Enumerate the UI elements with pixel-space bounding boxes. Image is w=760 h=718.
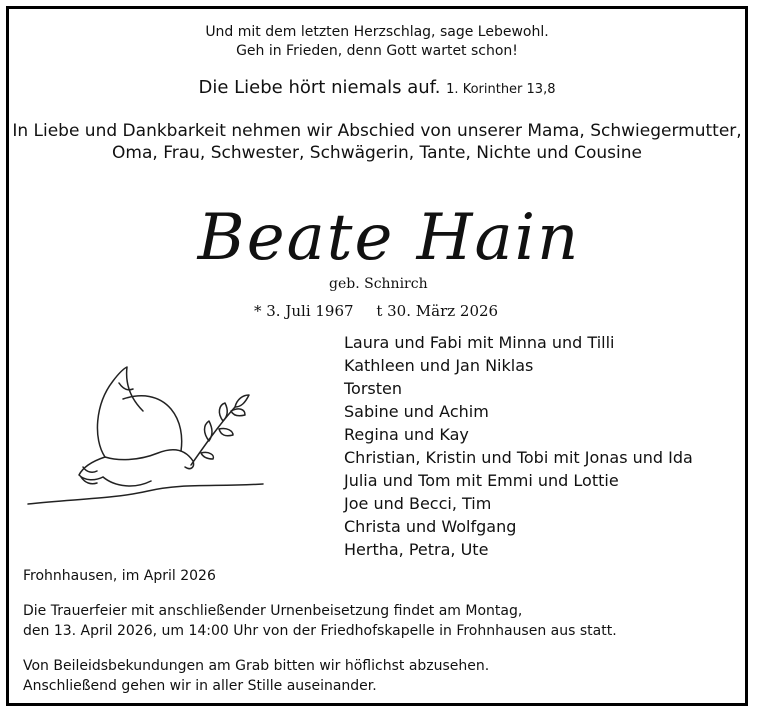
closing-line-1: Von Beileidsbekundungen am Grab bitten wir höflichst abzusehen. [23, 658, 490, 674]
list-item: Hertha, Petra, Ute [344, 540, 489, 559]
list-item: Christa und Wolfgang [344, 517, 517, 536]
list-item: Kathleen und Jan Niklas [344, 356, 534, 375]
obituary-frame [6, 6, 748, 706]
list-item: Torsten [344, 379, 403, 398]
birth-date: * 3. Juli 1967 [254, 302, 354, 320]
quote-reference: 1. Korinther 13,8 [446, 82, 556, 97]
funeral-notice [23, 601, 617, 641]
intro-text [9, 120, 745, 164]
list-item: Regina und Kay [344, 425, 469, 444]
funeral-line-1: Die Trauerfeier mit anschließender Urnenbeisetzung findet am Montag, [23, 603, 523, 619]
closing-notice [23, 656, 489, 696]
place-date: Frohnhausen, im April 2026 [23, 568, 216, 584]
bible-quote [9, 76, 745, 102]
dove-with-olive-branch-icon [23, 349, 273, 519]
intro-line-2: Oma, Frau, Schwester, Schwägerin, Tante, Nichte und Cousine [112, 143, 642, 163]
verse [9, 23, 745, 61]
intro-line-1: In Liebe und Dankbarkeit nehmen wir Abschied von unserer Mama, Schwiegermutter, [12, 121, 742, 141]
funeral-line-2: den 13. April 2026, um 14:00 Uhr von der Friedhofskapelle in Frohnhausen aus statt. [23, 623, 617, 639]
life-dates [254, 301, 516, 321]
birth-name: geb. Schnirch [329, 276, 428, 292]
quote-text: Die Liebe hört niemals auf. [198, 77, 441, 98]
list-item: Sabine und Achim [344, 402, 489, 421]
list-item: Laura und Fabi mit Minna und Tilli [344, 333, 615, 352]
deceased-name [169, 187, 609, 282]
verse-line-2: Geh in Frieden, denn Gott wartet schon! [236, 43, 518, 59]
closing-line-2: Anschließend gehen wir in aller Stille auseinander. [23, 678, 377, 694]
list-item: Julia und Tom mit Emmi und Lottie [344, 471, 619, 490]
mourners-list [344, 331, 693, 561]
list-item: Christian, Kristin und Tobi mit Jonas und Ida [344, 448, 693, 467]
deceased-name-text: Beate Hain [197, 201, 581, 275]
death-date: t 30. März 2026 [376, 302, 499, 320]
verse-line-1: Und mit dem letzten Herzschlag, sage Lebewohl. [205, 24, 549, 40]
list-item: Joe und Becci, Tim [344, 494, 492, 513]
